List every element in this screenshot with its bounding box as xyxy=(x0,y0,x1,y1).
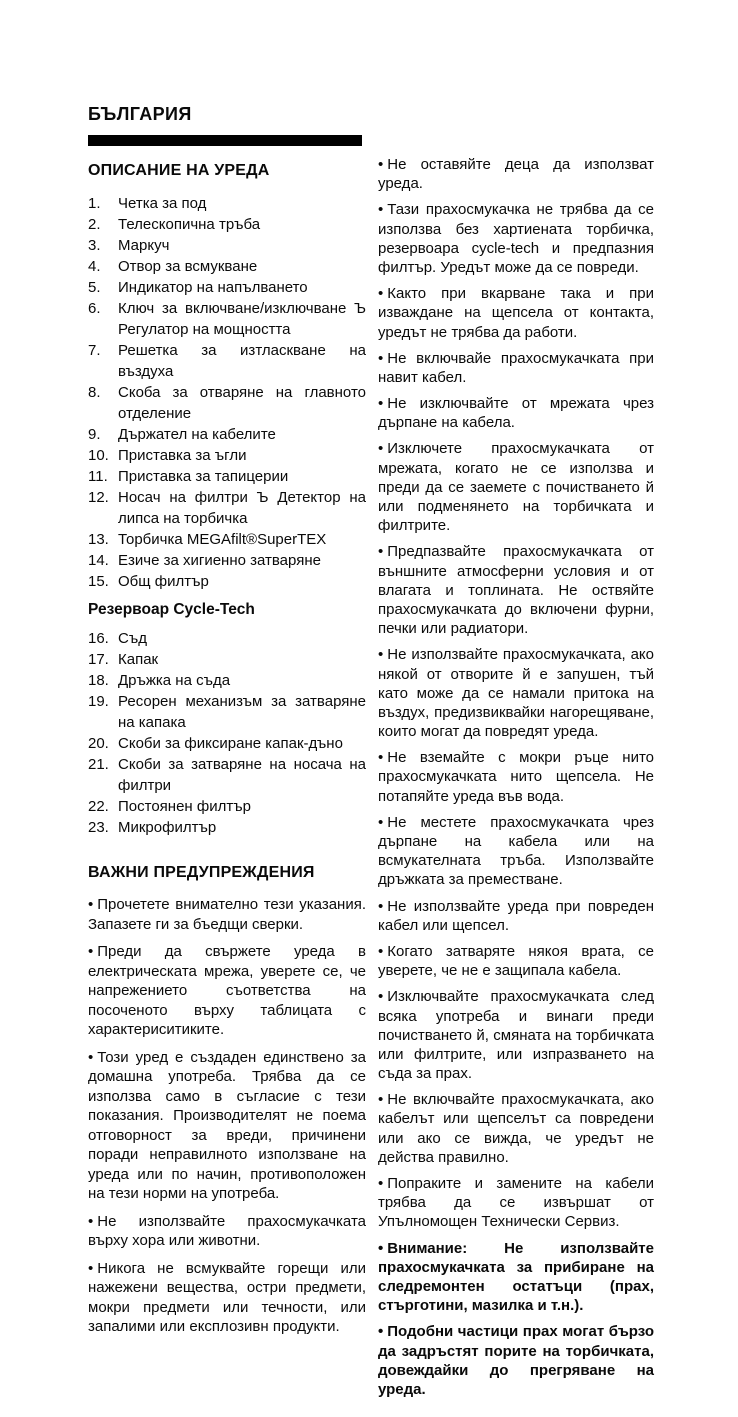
warning-text: Изключвайте прахосмукачката след всяка употреба и винаги преди почистването й, смяната на торбичката или филтрите, или изпразването на съда за прах. xyxy=(378,988,654,1083)
item-number: 21. xyxy=(88,756,109,773)
warning-bullet xyxy=(378,439,654,535)
bullet-icon: • xyxy=(378,813,384,831)
item-text: Носач на филтри Ъ Детектор на липса на торбичка xyxy=(118,489,366,527)
warning-bullet xyxy=(88,942,366,1040)
item-number: 11. xyxy=(88,468,108,485)
warning-text: Не оставяйте деца да използват уреда. xyxy=(378,156,654,193)
warning-text: Не вземайте с мокри ръце нито прахосмукачката нито щепсела. Не потапяйте уреда във вода. xyxy=(378,749,654,805)
item-text: Микрофилтър xyxy=(118,819,217,836)
warning-bullet xyxy=(88,1259,366,1337)
warning-bullet xyxy=(378,897,654,935)
warning-bullet xyxy=(88,1048,366,1204)
item-text: Скоби за затваряне на носача на филтри xyxy=(118,756,366,794)
right-warnings-list xyxy=(378,155,654,1399)
title-underline-bar xyxy=(88,135,362,146)
list-item xyxy=(88,193,366,214)
list-item xyxy=(88,529,366,550)
warning-text: Когато затваряте някоя врата, се уверете, че не е защипала кабела. xyxy=(378,942,654,980)
item-number: 15. xyxy=(88,573,109,590)
item-number: 2. xyxy=(88,216,101,233)
item-number: 6. xyxy=(88,300,101,317)
item-text: Капак xyxy=(118,651,159,668)
bullet-icon: • xyxy=(378,988,384,1006)
warning-bullet xyxy=(88,1212,366,1251)
warning-bullet xyxy=(378,349,654,387)
item-number: 13. xyxy=(88,531,109,548)
item-number: 22. xyxy=(88,798,109,815)
list-item xyxy=(88,340,366,382)
warning-bullet xyxy=(378,987,654,1083)
bullet-icon: • xyxy=(378,1323,384,1341)
warning-text: Не местете прахосмукачката чрез дърпане на кабела или на всмукателната тръба. Използвайте дръжката за преместване. xyxy=(378,813,654,889)
list-item xyxy=(88,256,366,277)
warning-bullet xyxy=(378,942,654,980)
bullet-icon: • xyxy=(88,896,94,913)
warning-bullet xyxy=(378,394,654,432)
warning-text: Внимание: Не използвайте прахосмукачката за прибиране на следремонтен остатъци (прах, стърготини, мазилка и т.н.). xyxy=(378,1239,654,1315)
bullet-icon: • xyxy=(378,285,384,303)
warning-text: Предпазвайте прахосмукачката от външните атмосферни условия и от влагата и топлината. Не оствяйте прахосмукачката до включени фурни, печки или радиатори. xyxy=(378,543,654,638)
warning-text: Не изключвайте от мрежата чрез дърпане на кабела. xyxy=(378,395,654,432)
list-item xyxy=(88,382,366,424)
warning-bullet xyxy=(378,748,654,806)
warnings-heading: ВАЖНИ ПРЕДУПРЕЖДЕНИЯ xyxy=(88,864,315,881)
bullet-icon: • xyxy=(378,897,384,915)
page-title: БЪЛГАРИЯ xyxy=(88,104,192,124)
warning-text: Преди да свържете уреда в електрическата мрежа, уверете се, че напрежението съответства на посоченото върху таблицата с характериситиките. xyxy=(88,943,366,1038)
item-number: 17. xyxy=(88,651,109,668)
bullet-icon: • xyxy=(378,1239,384,1257)
item-text: Съд xyxy=(118,630,147,647)
warning-text: Не включвайте прахосмукачката, ако кабелът или щепселът са повредени или ако се вижда, че уредът не действа правилно. xyxy=(378,1091,654,1166)
list-item xyxy=(88,649,366,670)
list-item xyxy=(88,298,366,340)
list-item xyxy=(88,550,366,571)
list-item xyxy=(88,670,366,691)
list-item xyxy=(88,214,366,235)
item-text: Приставка за ъгли xyxy=(118,447,247,464)
bullet-icon: • xyxy=(88,1048,94,1066)
warning-text: Не използвайте прахосмукачката, ако някой от отворите й е запушен, тъй като може да се намали притока на въздух, предизвиквайки нагорещяване, които могат да повредят уреда. xyxy=(378,646,654,741)
item-text: Отвор за всмукване xyxy=(118,258,258,275)
warning-text: Този уред е създаден единствено за домашна употреба. Трябва да се използва само в съгласие с тези показания. Производителят не поема отговорност за вреди, причинени поради неправилното използване на уреда или по начин, противоположен на тези норми на употреба. xyxy=(88,1048,366,1202)
item-text: Ключ за включване/изключване Ъ Регулатор на мощността xyxy=(118,300,366,338)
list-item xyxy=(88,487,366,529)
item-text: Торбичка MEGAfilt®SuperTEX xyxy=(118,531,327,548)
bullet-icon: • xyxy=(378,1091,384,1109)
bullet-icon: • xyxy=(88,1212,94,1230)
item-text: Приставка за тапицерии xyxy=(118,468,289,485)
warning-text: Прочетете внимателно тези указания. Запазете ги за бъедщи сверки. xyxy=(88,896,366,933)
warning-text: Подобни частици прах могат бързо да задръстят порите на торбичката, довеждайки до прегряване на уреда. xyxy=(378,1323,654,1398)
warnings-list xyxy=(88,895,366,1337)
item-number: 20. xyxy=(88,735,109,752)
item-text: Дръжка на съда xyxy=(118,672,231,689)
item-number: 23. xyxy=(88,819,109,836)
item-text: Телескопична тръба xyxy=(118,216,261,233)
list-item xyxy=(88,424,366,445)
item-text: Маркуч xyxy=(118,237,170,254)
item-number: 14. xyxy=(88,552,109,569)
item-text: Решетка за изтласкване на въздуха xyxy=(118,342,366,380)
list-item xyxy=(88,571,366,592)
item-number: 3. xyxy=(88,237,101,254)
bullet-icon: • xyxy=(378,395,384,413)
item-text: Скоби за фиксиране капак-дъно xyxy=(118,735,343,752)
list-item xyxy=(88,235,366,256)
warning-bullet xyxy=(88,895,366,934)
bullet-icon: • xyxy=(378,646,384,664)
bullet-icon: • xyxy=(378,440,384,458)
reservoir-subheading: Резервоар Cycle-Tech xyxy=(88,601,255,618)
bullet-icon: • xyxy=(88,943,94,960)
warning-text: Не използвайте прахосмукачката върху хора или животни. xyxy=(88,1212,366,1249)
bullet-icon: • xyxy=(378,349,384,367)
right-column xyxy=(378,155,654,1406)
warning-bullet xyxy=(378,813,654,890)
warning-bullet xyxy=(378,284,654,342)
item-text: Ресорен механизъм за затваряне на капака xyxy=(118,693,366,731)
bullet-icon: • xyxy=(378,1175,384,1192)
list-item xyxy=(88,691,366,733)
warning-bullet xyxy=(378,1322,654,1399)
list-item xyxy=(88,796,366,817)
list-item xyxy=(88,817,366,838)
warning-text: Не използвайте уреда при повреден кабел или щепсел. xyxy=(378,897,654,934)
warning-bullet xyxy=(378,1239,654,1316)
warning-text: Както при вкарване така и при изваждане на щепсела от контакта, уредът не трябва да работи. xyxy=(378,285,654,341)
warning-bullet xyxy=(378,1090,654,1167)
warning-bullet xyxy=(378,200,654,277)
warning-text: Никога не всмуквайте горещи или нажежени вещества, остри предмети, мокри предмети или течности, или запалими или експлозивн продукти. xyxy=(88,1259,366,1335)
warning-bullet xyxy=(378,542,654,638)
warning-bullet xyxy=(378,645,654,741)
item-text: Четка за под xyxy=(118,195,207,212)
warning-bullet xyxy=(378,155,654,193)
left-column xyxy=(88,104,366,1345)
item-number: 9. xyxy=(88,426,101,443)
parts-list xyxy=(88,193,366,592)
item-text: Общ филтър xyxy=(118,573,209,590)
bullet-icon: • xyxy=(378,543,384,561)
warning-text: Изключете прахосмукачката от мрежата, когато не се използва и преди да се заемете с почистването й или подменянето на торбичката и филтрите. xyxy=(378,440,654,535)
item-text: Езиче за хигиенно затваряне xyxy=(118,552,321,569)
list-item xyxy=(88,754,366,796)
list-item xyxy=(88,445,366,466)
item-text: Постоянен филтър xyxy=(118,798,251,815)
item-number: 12. xyxy=(88,489,109,506)
warning-text: Тази прахосмукачка не трябва да се използва без хартиената торбичка, резервоара cycle-tech и предпазния филтър. Уредът може да се повреди. xyxy=(378,201,654,276)
item-number: 5. xyxy=(88,279,101,296)
bullet-icon: • xyxy=(378,156,384,173)
list-item xyxy=(88,466,366,487)
bullet-icon: • xyxy=(88,1259,94,1277)
description-heading: ОПИСАНИЕ НА УРЕДА xyxy=(88,162,270,179)
bullet-icon: • xyxy=(378,201,384,219)
item-number: 4. xyxy=(88,258,101,275)
item-text: Държател на кабелите xyxy=(118,426,276,443)
list-item xyxy=(88,628,366,649)
bullet-icon: • xyxy=(378,749,384,767)
item-text: Скоба за отваряне на главното отделение xyxy=(118,384,366,422)
item-number: 7. xyxy=(88,342,101,359)
item-text: Индикатор на напълването xyxy=(118,279,308,296)
list-item xyxy=(88,733,366,754)
item-number: 19. xyxy=(88,693,109,710)
item-number: 18. xyxy=(88,672,109,689)
item-number: 1. xyxy=(88,195,101,212)
list-item xyxy=(88,277,366,298)
warning-text: Попраките и замените на кабели трябва да се извършат от Упълномощен Технически Сервиз. xyxy=(378,1175,654,1231)
item-number: 8. xyxy=(88,384,101,401)
warning-bullet xyxy=(378,1174,654,1232)
bullet-icon: • xyxy=(378,942,384,960)
warning-text: Не включвайе прахосмукачката при навит кабел. xyxy=(378,349,654,386)
reservoir-parts-list xyxy=(88,628,366,838)
item-number: 10. xyxy=(88,447,109,464)
item-number: 16. xyxy=(88,630,109,647)
